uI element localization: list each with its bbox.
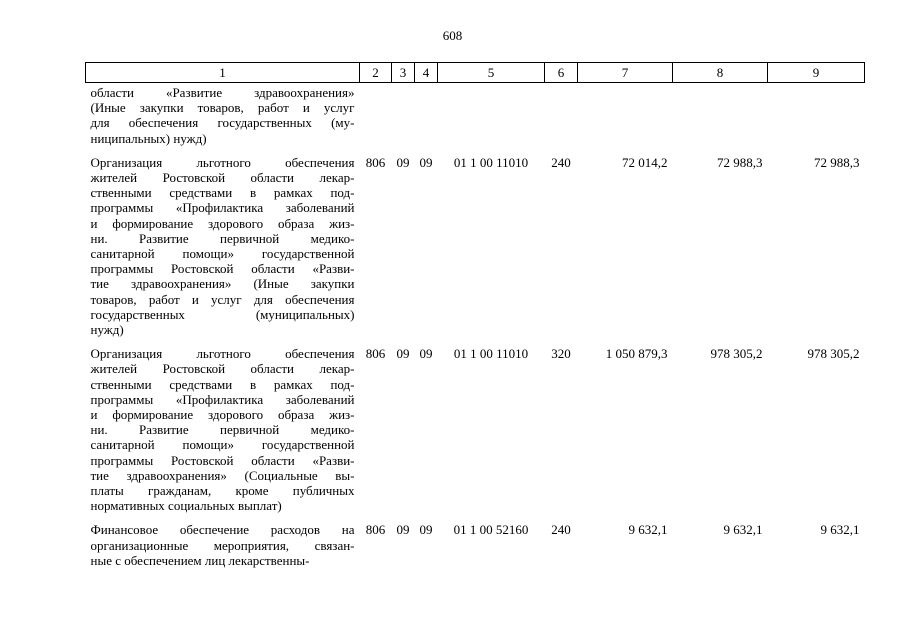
- table-row: [86, 346, 865, 522]
- description-line: Организация льготного обеспечения: [90, 154, 355, 170]
- description-line: жителей Ростовской области лекар-: [90, 170, 355, 186]
- admin-code-cell: 806: [365, 522, 386, 538]
- description-line: программы «Профилактика заболеваний: [90, 200, 355, 216]
- budget-table: [85, 62, 865, 577]
- column-header: 5: [438, 63, 545, 83]
- table-row: [86, 83, 865, 155]
- column-header: 9: [768, 63, 865, 83]
- expense-type-cell: 320: [551, 346, 571, 362]
- description-line: ни. Развитие первичной медико-: [90, 422, 355, 438]
- table-row: [86, 522, 865, 577]
- section-code-cell: 09: [396, 154, 410, 170]
- row-description: [86, 83, 360, 155]
- expense-type-cell: [545, 83, 578, 155]
- description-line: области «Развитие здравоохранения»: [90, 85, 355, 100]
- amount-cell: [768, 83, 865, 155]
- amount-cell: 72 988,3: [717, 154, 763, 170]
- admin-code-cell: 806: [365, 154, 386, 170]
- description-line: ни. Развитие первичной медико-: [90, 230, 355, 246]
- description-line: ные с обеспечением лиц лекарственны-: [90, 552, 310, 568]
- amount-cell: 72 988,3: [814, 154, 860, 170]
- description-line: жителей Ростовской области лекар-: [90, 361, 355, 377]
- description-line: тие здравоохранения» (Социальные вы-: [90, 467, 355, 483]
- table-header-row: [86, 63, 865, 83]
- row-description: [86, 522, 360, 577]
- amount-cell: [673, 83, 768, 155]
- subsection-code-cell: 09: [419, 346, 433, 362]
- description-line: (Иные закупки товаров, работ и услуг: [90, 100, 355, 116]
- description-line: ственными средствами в рамках под-: [90, 185, 355, 201]
- description-line: государственных (муниципальных): [90, 306, 355, 322]
- description-line: Организация льготного обеспечения: [90, 346, 355, 362]
- admin-code-cell: 806: [365, 346, 386, 362]
- description-line: тие здравоохранения» (Иные закупки: [90, 276, 355, 292]
- section-code-cell: 09: [396, 346, 410, 362]
- column-header: 8: [673, 63, 768, 83]
- amount-cell: 978 305,2: [710, 346, 763, 362]
- row-description: [86, 155, 360, 346]
- row-description: [86, 346, 360, 522]
- amount-cell: 9 632,1: [723, 522, 763, 538]
- description-line: платы гражданам, кроме публичных: [90, 483, 355, 499]
- description-line: нужд): [90, 322, 124, 338]
- amount-cell: 978 305,2: [807, 346, 860, 362]
- page-number: 608: [442, 28, 463, 43]
- description-line: программы Ростовской области «Разви-: [90, 261, 355, 277]
- table-row: [86, 155, 865, 346]
- target-article-cell: 01 1 00 11010: [453, 346, 529, 362]
- column-header: 6: [545, 63, 578, 83]
- column-header: 3: [392, 63, 415, 83]
- description-line: организационные мероприятия, связан-: [90, 537, 355, 553]
- section-code-cell: 09: [396, 522, 410, 538]
- subsection-code-cell: 09: [419, 154, 433, 170]
- description-line: санитарной помощи» государственной: [90, 437, 355, 453]
- expense-type-cell: 240: [551, 522, 571, 538]
- description-line: программы Ростовской области «Разви-: [90, 452, 355, 468]
- amount-cell: 9 632,1: [820, 522, 860, 538]
- amount-cell: 72 014,2: [622, 154, 668, 170]
- column-header: 1: [86, 63, 360, 83]
- description-line: и формирование здорового образа жиз-: [90, 215, 355, 231]
- target-article-cell: 01 1 00 52160: [453, 522, 529, 538]
- subsection-code-cell: 09: [419, 522, 433, 538]
- column-header: 2: [360, 63, 392, 83]
- column-header: 7: [578, 63, 673, 83]
- column-header: 4: [415, 63, 438, 83]
- target-article-cell: [438, 83, 545, 155]
- amount-cell: [578, 83, 673, 155]
- amount-cell: 9 632,1: [628, 522, 668, 538]
- description-line: Финансовое обеспечение расходов на: [90, 522, 355, 538]
- admin-code-cell: [360, 83, 392, 155]
- description-line: ниципальных) нужд): [90, 130, 207, 146]
- description-line: ственными средствами в рамках под-: [90, 376, 355, 392]
- description-line: нормативных социальных выплат): [90, 498, 282, 514]
- description-line: и формирование здорового образа жиз-: [90, 407, 355, 423]
- subsection-code-cell: [415, 83, 438, 155]
- description-line: санитарной помощи» государственной: [90, 246, 355, 262]
- amount-cell: 1 050 879,3: [605, 346, 668, 362]
- target-article-cell: 01 1 00 11010: [453, 154, 529, 170]
- section-code-cell: [392, 83, 415, 155]
- description-line: товаров, работ и услуг для обеспечения: [90, 291, 355, 307]
- description-line: для обеспечения государственных (му-: [90, 115, 355, 131]
- description-line: программы «Профилактика заболеваний: [90, 391, 355, 407]
- expense-type-cell: 240: [551, 154, 571, 170]
